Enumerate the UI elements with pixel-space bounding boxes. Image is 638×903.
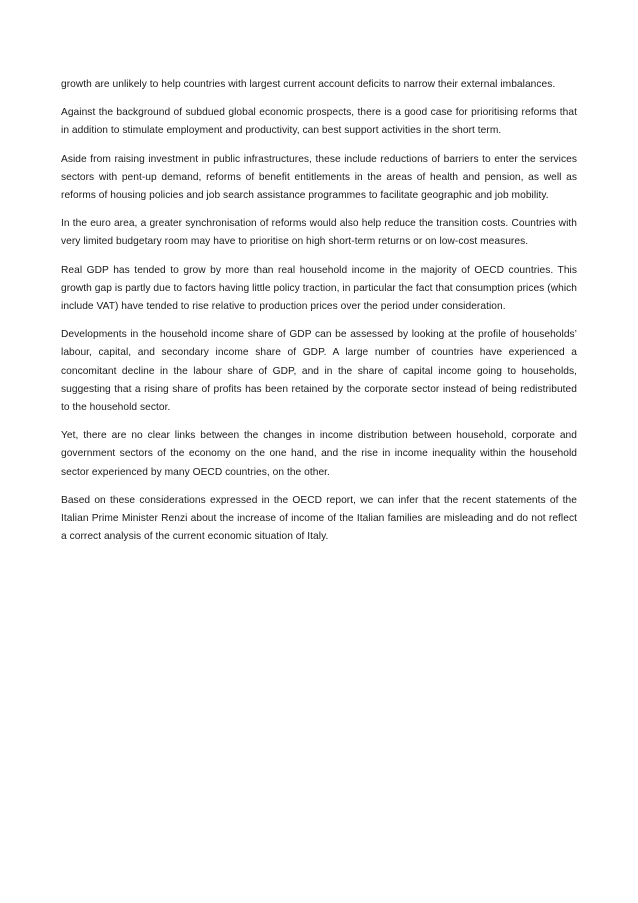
paragraph-6: Developments in the household income share of GDP can be assessed by looking at the profile of households’ labour, capital, and secondary income share of GDP. A large number of countries have experienced a concomitant decline in the labour share of GDP, and in the share of capital income going to households, suggesting that a rising share of profits has been retained by the corporate sector instead of being redistributed to the household sector. — [61, 329, 577, 414]
paragraph-4: In the euro area, a greater synchronisation of reforms would also help reduce the transition costs. Countries with very limited budgetary room may have to prioritise on high short-term returns or on low-cost measures. — [61, 218, 577, 248]
paragraph-2: Against the background of subdued global economic prospects, there is a good case for prioritising reforms that in addition to stimulate employment and productivity, can best support activities in the short term. — [61, 107, 577, 137]
document-body — [61, 76, 577, 556]
paragraph-3: Aside from raising investment in public infrastructures, these include reductions of barriers to enter the services sectors with pent-up demand, reforms of benefit entitlements in the areas of health and pension, as well as reforms of housing policies and job search assistance programmes to facilitate geographic and job mobility. — [61, 153, 577, 202]
paragraph-1: growth are unlikely to help countries with largest current account deficits to narrow their external imbalances. — [61, 79, 556, 90]
paragraph-8: Based on these considerations expressed in the OECD report, we can infer that the recent statements of the Italian Prime Minister Renzi about the increase of income of the Italian families are misleading and do not reflect a correct analysis of the current economic situation of Italy. — [61, 494, 577, 543]
paragraph-5: Real GDP has tended to grow by more than real household income in the majority of OECD countries. This growth gap is partly due to factors having little policy traction, in particular the fact that consumption prices (which include VAT) have tended to rise relative to production prices over the period under consideration. — [61, 264, 577, 313]
paragraph-7: Yet, there are no clear links between the changes in income distribution between household, corporate and government sectors of the economy on the one hand, and the rise in income inequality within the household sector experienced by many OECD countries, on the other. — [61, 430, 577, 478]
